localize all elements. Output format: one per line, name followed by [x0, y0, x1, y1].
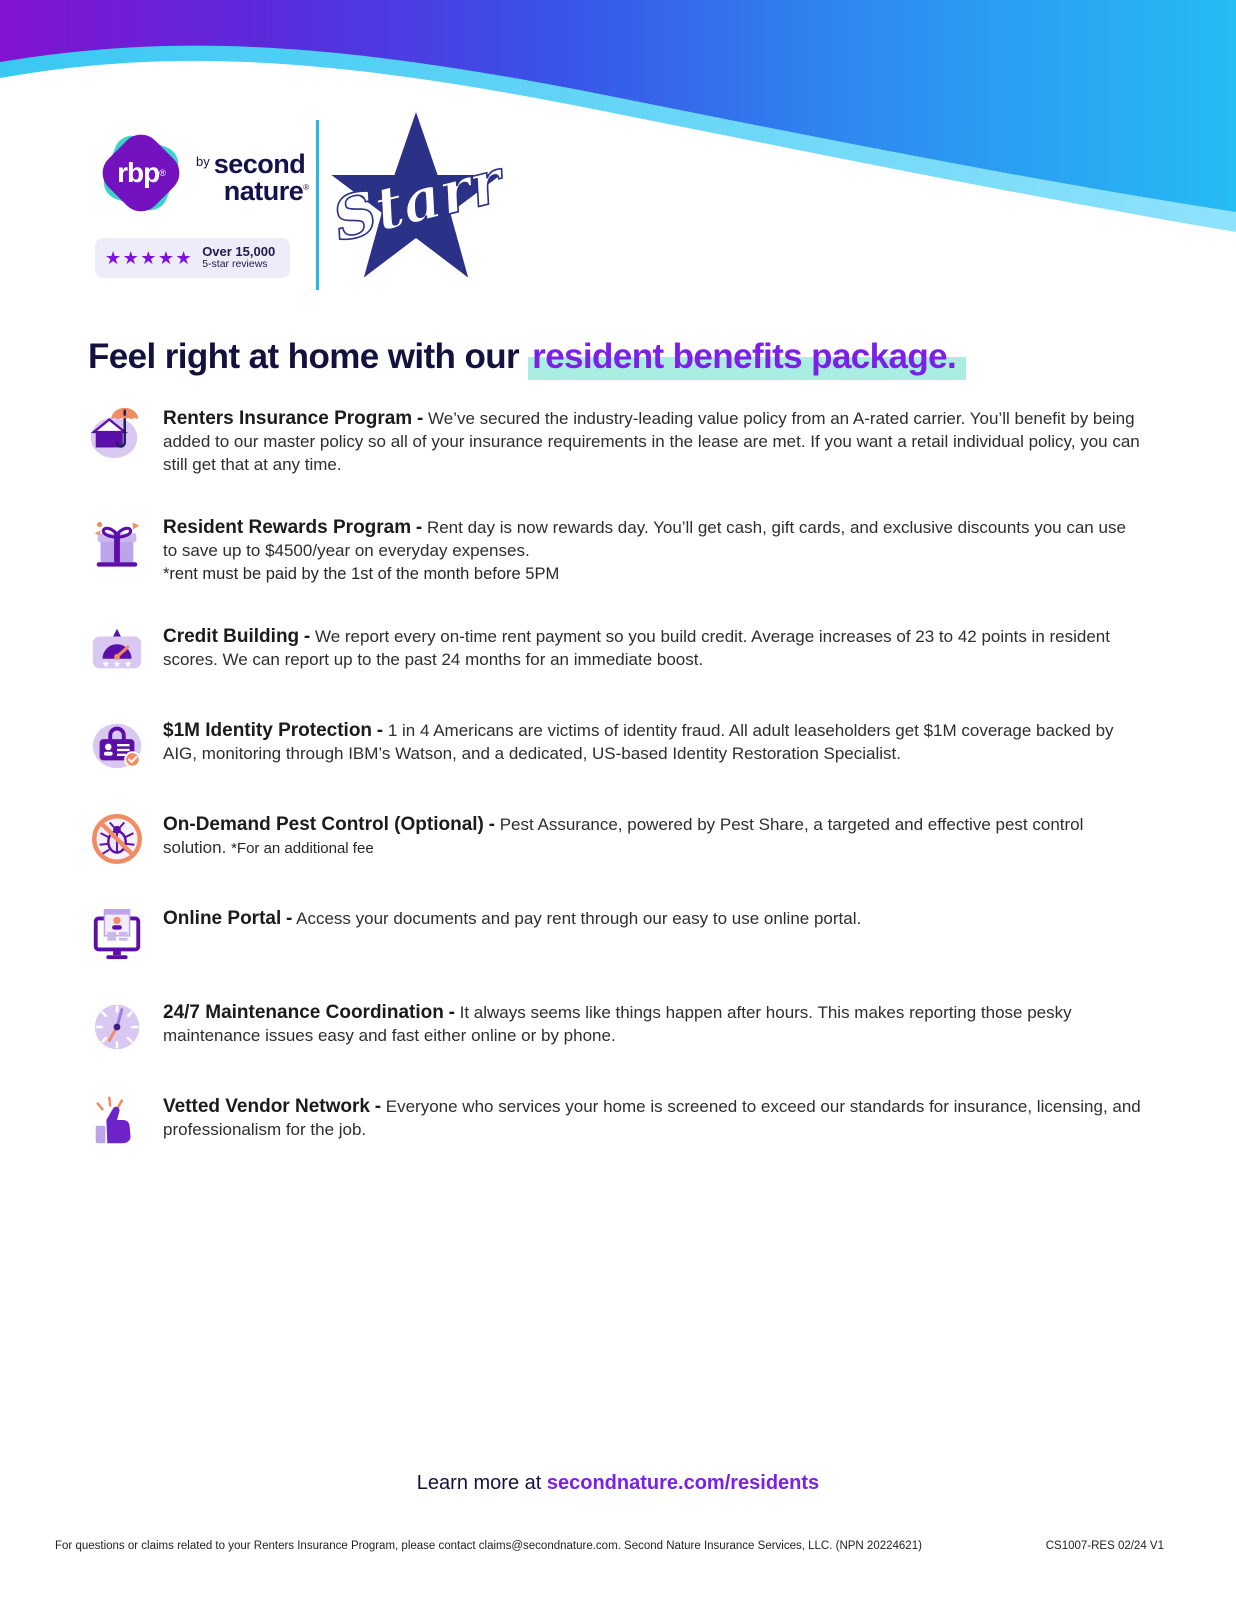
benefit-description: Access your documents and pay rent through our easy to use online portal.: [296, 909, 862, 928]
reviews-badge: [95, 238, 290, 278]
page-title-highlight: resident benefits package.: [528, 337, 966, 380]
reviews-caption: 5-star reviews: [202, 258, 268, 270]
starr-logo-text: Starr: [326, 146, 506, 256]
learn-more-line: [0, 1472, 1236, 1495]
registered-mark: ®: [303, 183, 309, 192]
by-label: by: [196, 154, 210, 169]
benefit-note: *rent must be paid by the 1st of the month before 5PM: [163, 565, 560, 583]
benefit-item-identity-protection: $1M Identity Protection - 1 in 4 Americans are victims of identity fraud. All adult leaseholders get $1M coverage backed by AIG, monitoring through IBM’s Watson, and a dedicated, US-based Identity Restoration Specialist.: [88, 719, 1148, 774]
benefit-title: On-Demand Pest Control (Optional): [163, 814, 484, 835]
thumbs-up-icon: [88, 1090, 146, 1150]
rbp-logo-text: rbp ®: [117, 157, 165, 188]
benefit-note: *For an additional fee: [231, 840, 374, 857]
benefit-title: Online Portal: [163, 908, 282, 929]
benefit-title: Renters Insurance Program: [163, 408, 413, 429]
online-portal-icon: [88, 902, 146, 962]
starr-partner-logo: [326, 106, 506, 298]
benefit-description: Everyone who services your home is screened to exceed our standards for insurance, licensing, and professionalism for the job.: [163, 1097, 1141, 1139]
credit-gauge-icon: [88, 620, 146, 680]
benefit-item-pest-control: On-Demand Pest Control (Optional) - Pest Assurance, powered by Pest Share, a targeted and effective pest control solution. *For an additional fee: [88, 813, 1148, 868]
page-title-prefix: Feel right at home with our: [88, 337, 520, 376]
benefit-item-maintenance: 24/7 Maintenance Coordination - It always seems like things happen after hours. This makes reporting those pesky maintenance issues easy and fast either online or by phone.: [88, 1001, 1148, 1056]
benefit-description: 1 in 4 Americans are victims of identity fraud. All adult leaseholders get $1M coverage backed by AIG, monitoring through IBM’s Watson, and a dedicated, US-based Identity Restoration Specialist.: [163, 721, 1114, 763]
page-title: [88, 335, 1148, 379]
benefit-item-credit-building: ★ ★ ★ Credit Building - We report every on-time rent payment so you build credit. Average increases of 23 to 42 points in resident scores. We can report up to the past 24 months for an immediate boost.: [88, 625, 1148, 680]
benefit-description: It always seems like things happen after hours. This makes reporting those pesky maintenance issues easy and fast either online or by phone.: [163, 1003, 1072, 1045]
umbrella-home-icon: [88, 402, 146, 462]
benefit-description: We report every on-time rent payment so you build credit. Average increases of 23 to 42 points in resident scores. We can report up to the past 24 months for an immediate boost.: [163, 627, 1110, 669]
learn-more-prefix: Learn more at: [416, 1472, 542, 1494]
clock-icon: [88, 996, 146, 1056]
benefit-description: Rent day is now rewards day. You’ll get cash, gift cards, and exclusive discounts you can use to save up to $4500/year on everyday expenses.: [163, 518, 1126, 560]
reviews-count: Over 15,000: [202, 244, 276, 259]
vertical-divider: [316, 120, 319, 290]
rbp-logo: [95, 127, 187, 219]
benefit-item-online-portal: Online Portal - Access your documents and pay rent through our easy to use online portal.: [88, 907, 1148, 962]
second-nature-logo: [196, 149, 309, 206]
doc-code: CS1007-RES 02/24 V1: [1045, 1540, 1164, 1552]
svg-text:★ ★ ★: ★ ★ ★: [101, 658, 133, 670]
second-nature-wordmark: second nature®: [213, 149, 309, 206]
benefit-title: Credit Building: [163, 626, 300, 647]
no-pest-icon: [88, 808, 146, 868]
benefit-title: Resident Rewards Program: [163, 517, 412, 538]
benefit-item-vendor-network: Vetted Vendor Network - Everyone who services your home is screened to exceed our standards for insurance, licensing, and professionalism for the job.: [88, 1095, 1148, 1150]
id-card-icon: [88, 714, 146, 774]
registered-mark: ®: [159, 168, 165, 178]
benefit-item-resident-rewards: Resident Rewards Program - Rent day is now rewards day. You’ll get cash, gift cards, and exclusive discounts you can use to save up to $4500/year on everyday expenses. *rent must be paid by the 1st of the month before 5PM: [88, 516, 1148, 586]
fine-print: For questions or claims related to your Renters Insurance Program, please contact claims@secondnature.com. Second Nature Insurance Services, LLC. (NPN 20224621): [55, 1540, 922, 1552]
benefit-description: Pest Assurance, powered by Pest Share, a targeted and effective pest control solution.: [163, 815, 1084, 857]
five-star-icons: ★★★★★: [105, 247, 194, 268]
gift-box-icon: [88, 511, 146, 571]
benefit-title: $1M Identity Protection: [163, 720, 373, 741]
benefit-title: Vetted Vendor Network: [163, 1096, 370, 1117]
benefit-description: We’ve secured the industry-leading value policy from an A-rated carrier. You’ll benefit by being added to our master policy so all of your insurance requirements in the lease are met. If you want a retail individual policy, you can still get that at any time.: [163, 409, 1140, 474]
benefit-item-renters-insurance: Renters Insurance Program - We’ve secured the industry-leading value policy from an A-rated carrier. You’ll benefit by being added to our master policy so all of your insurance requirements in the lease are met. If you want a retail individual policy, you can still get that at any time.: [88, 407, 1148, 477]
learn-more-link[interactable]: secondnature.com/residents: [546, 1472, 820, 1494]
benefit-title: 24/7 Maintenance Coordination: [163, 1002, 444, 1023]
